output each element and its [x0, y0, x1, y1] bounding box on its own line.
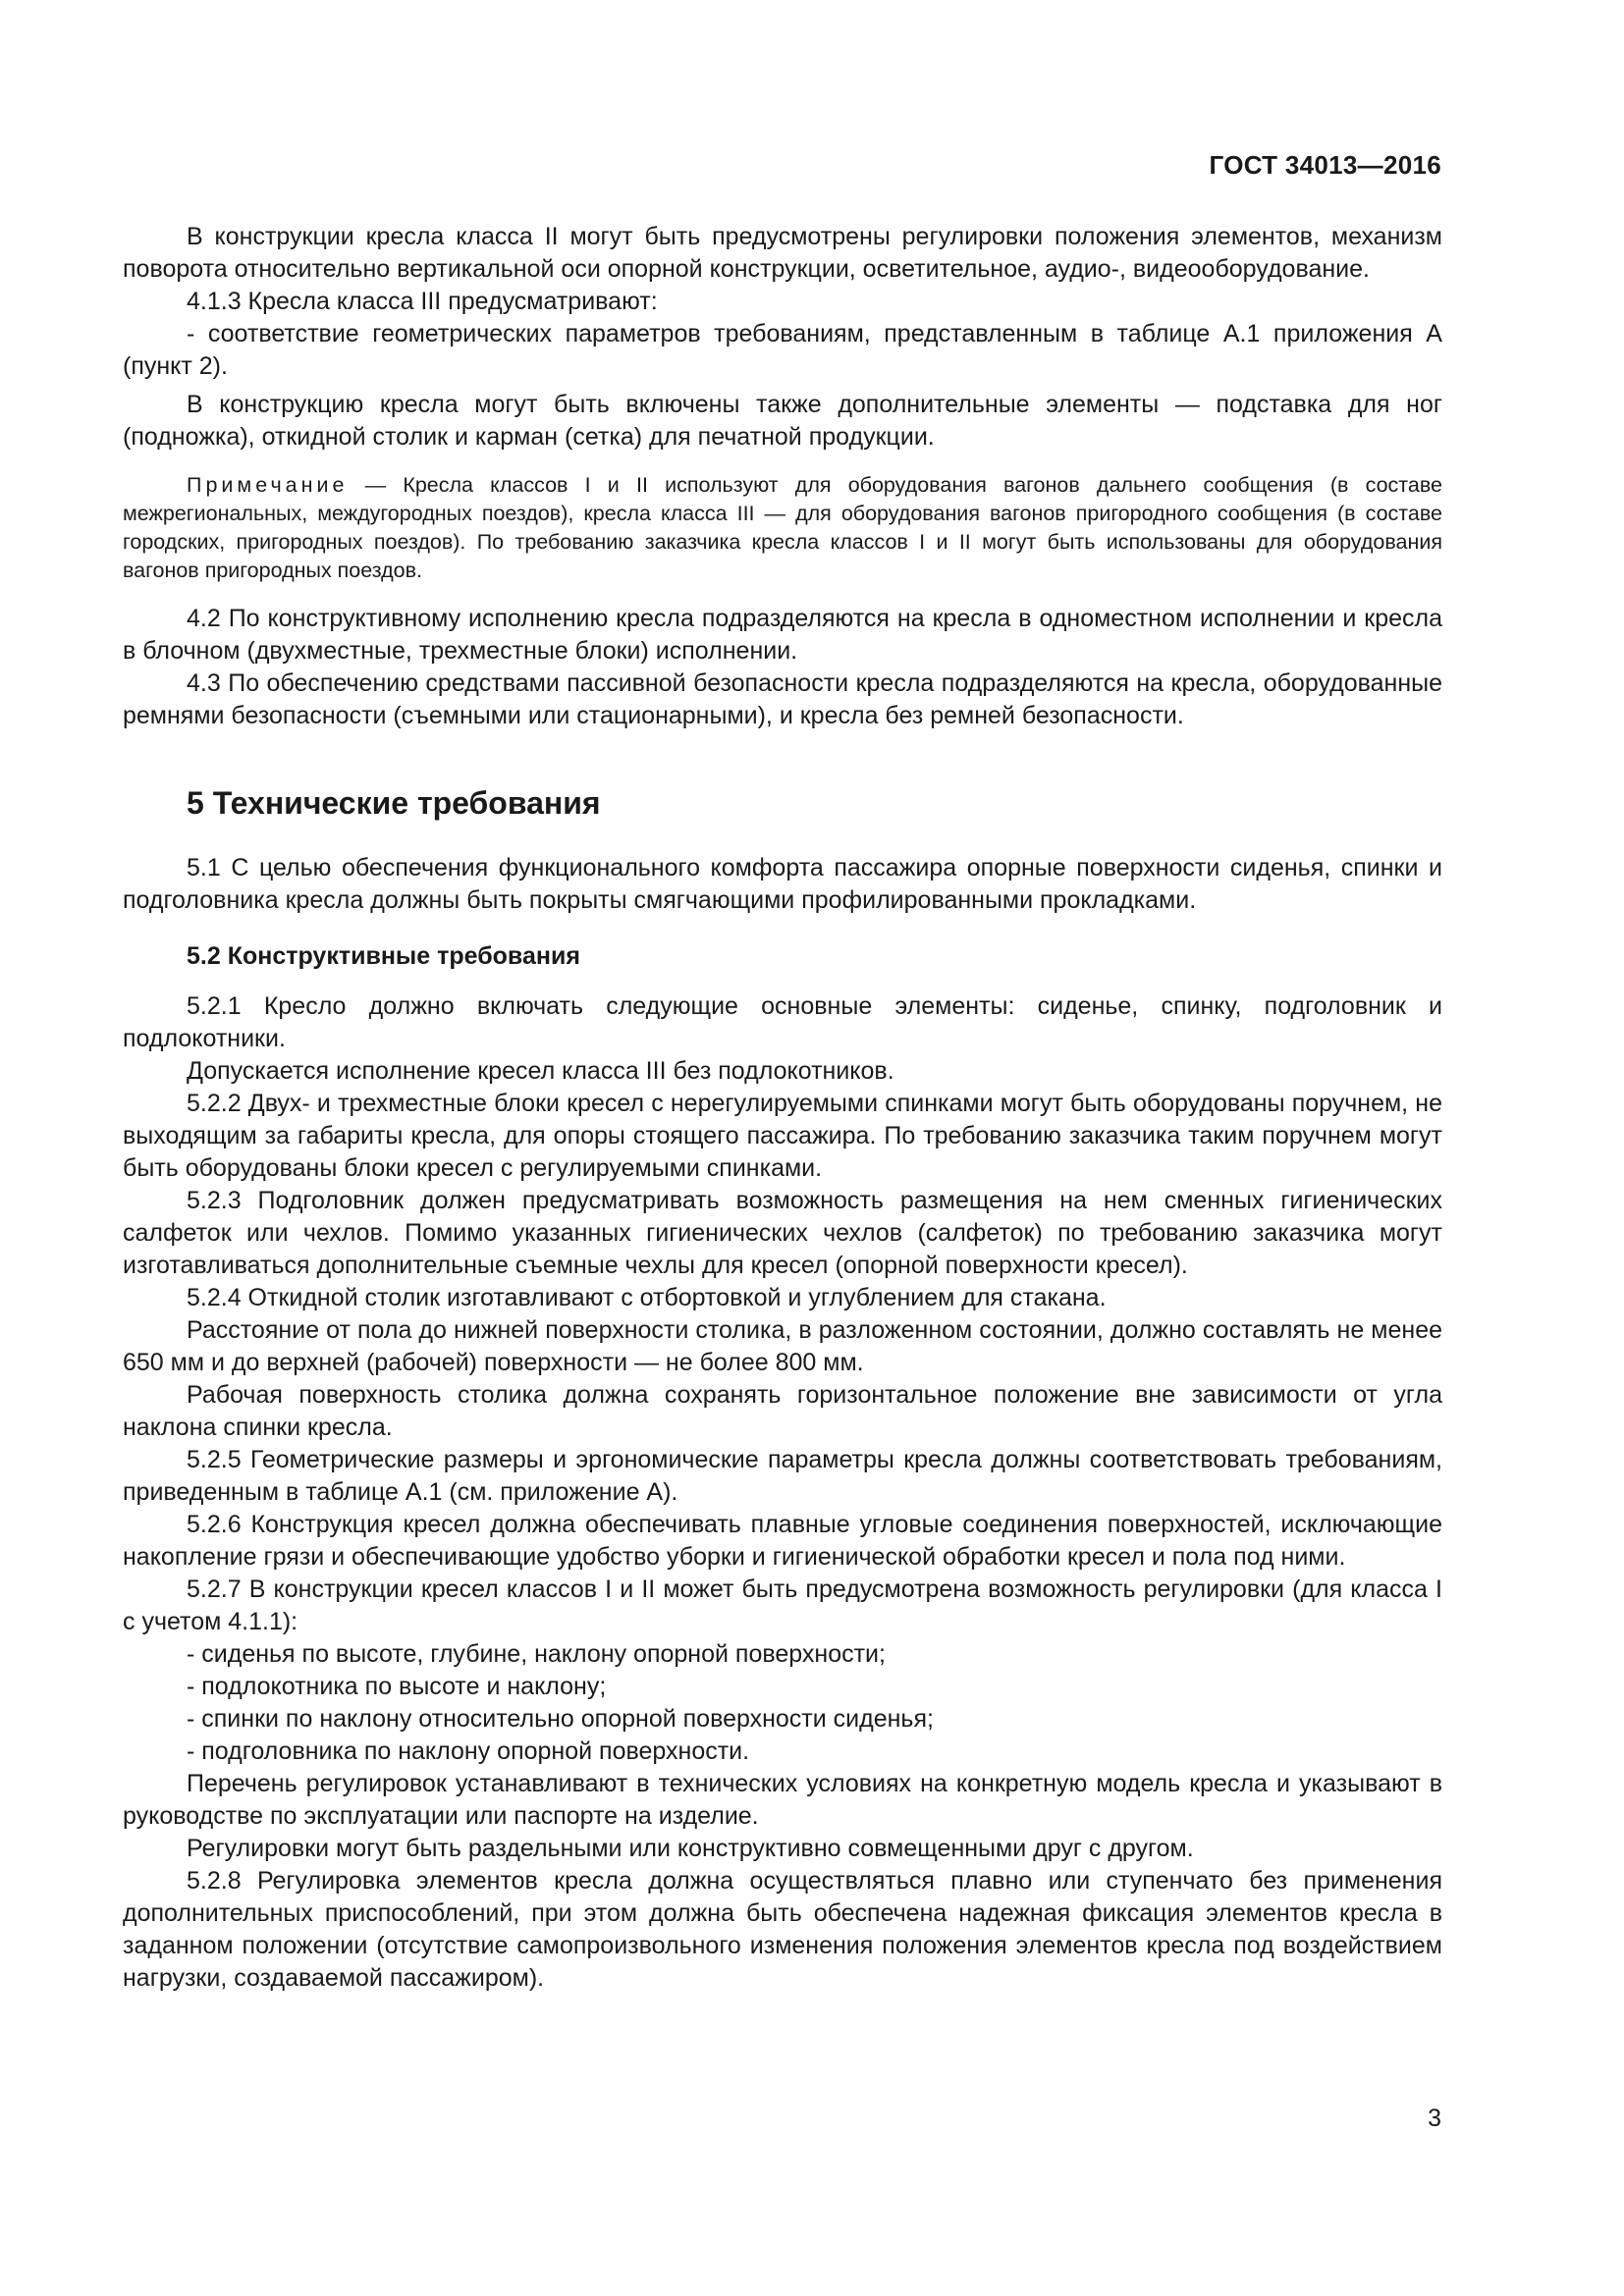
- paragraph: Допускается исполнение кресел класса III без подлокотников.: [187, 1057, 894, 1085]
- paragraph: 4.1.3 Кресла класса III предусматривают:: [187, 288, 658, 315]
- list-item: - спинки по наклону относительно опорной поверхности сиденья;: [187, 1705, 934, 1733]
- note-text: — Кресла классов I и II используют для оборудования вагонов дальнего сообщения (в составе межрегиональных, междугородных поездов), кресла класса III — для оборудования вагонов пригородного сообщения (в составе городских, пригородных поездов). По требованию заказчика кресла классов I и II могут быть использованы для оборудования вагонов пригородных поездов.: [123, 473, 1442, 582]
- paragraph: Рабочая поверхность столика должна сохранять горизонтальное положение вне зависимости от угла наклона спинки кресла.: [123, 1381, 1442, 1441]
- paragraph: 5.2.4 Откидной столик изготавливают с отбортовкой и углублением для стакана.: [187, 1284, 1107, 1311]
- paragraph: 5.2.2 Двух- и трехместные блоки кресел с нерегулируемыми спинками могут быть оборудованы поручнем, не выходящим за габариты кресла, для опоры стоящего пассажира. По требованию заказчика таким поручнем могут быть оборудованы блоки кресел с регулируемыми спинками.: [123, 1090, 1442, 1182]
- paragraph: 5.2.8 Регулировка элементов кресла должна осуществляться плавно или ступенчато без применения дополнительных приспособлений, при этом должна быть обеспечена надежная фиксация элементов кресла в заданном положении (отсутствие самопроизвольного изменения положения элементов кресла под воздействием нагрузки, создаваемой пассажиром).: [123, 1867, 1442, 1992]
- list-item: - подлокотника по высоте и наклону;: [187, 1673, 607, 1700]
- paragraph: Перечень регулировок устанавливают в технических условиях на конкретную модель кресла и указывают в руководстве по эксплуатации или паспорте на изделие.: [123, 1770, 1442, 1830]
- document-code: ГОСТ 34013—2016: [1209, 150, 1441, 180]
- document-body: [123, 221, 1442, 1995]
- paragraph: В конструкцию кресла могут быть включены также дополнительные элементы — подставка для ног (подножка), откидной столик и карман (сетка) для печатной продукции.: [123, 391, 1442, 451]
- paragraph: В конструкции кресла класса II могут быть предусмотрены регулировки положения элементов, механизм поворота относительно вертикальной оси опорной конструкции, осветительное, аудио-, видеооборудование.: [123, 223, 1442, 283]
- paragraph: 5.2.5 Геометрические размеры и эргономические параметры кресла должны соответствовать требованиям, приведенным в таблице А.1 (см. приложение А).: [123, 1446, 1442, 1506]
- paragraph: 5.2.1 Кресло должно включать следующие основные элементы: сиденье, спинку, подголовник и подлокотники.: [123, 992, 1442, 1052]
- paragraph: 5.2.6 Конструкция кресел должна обеспечивать плавные угловые соединения поверхностей, исключающие накопление грязи и обеспечивающие удобство уборки и гигиенической обработки кресел и пола под ними.: [123, 1511, 1442, 1571]
- paragraph: 5.2.7 В конструкции кресел классов I и II может быть предусмотрена возможность регулировки (для класса I с учетом 4.1.1):: [123, 1575, 1442, 1635]
- note: [123, 471, 1442, 585]
- note-label: Примечание: [187, 473, 349, 497]
- section-heading: 5 Технические требования: [187, 785, 601, 821]
- page-number: 3: [1428, 2105, 1441, 2132]
- list-item: - сиденья по высоте, глубине, наклону опорной поверхности;: [187, 1640, 886, 1668]
- paragraph: 5.1 С целью обеспечения функционального комфорта пассажира опорные поверхности сиденья, спинки и подголовника кресла должны быть покрыты смягчающими профилированными прокладками.: [123, 854, 1442, 914]
- paragraph: Регулировки могут быть раздельными или конструктивно совмещенными друг с другом.: [187, 1835, 1194, 1862]
- paragraph: 4.3 По обеспечению средствами пассивной безопасности кресла подразделяются на кресла, оборудованные ремнями безопасности (съемными или стационарными), и кресла без ремней безопасности.: [123, 669, 1442, 729]
- paragraph: 5.2.3 Подголовник должен предусматривать возможность размещения на нем сменных гигиенических салфеток или чехлов. Помимо указанных гигиенических чехлов (салфеток) по требованию заказчика могут изготавливаться дополнительные съемные чехлы для кресел (опорной поверхности кресел).: [123, 1187, 1442, 1279]
- paragraph: 4.2 По конструктивному исполнению кресла подразделяются на кресла в одноместном исполнении и кресла в блочном (двухместные, трехместные блоки) исполнении.: [123, 605, 1442, 665]
- paragraph: - соответствие геометрических параметров требованиям, представленным в таблице А.1 приложения А (пункт 2).: [123, 320, 1442, 380]
- subsection-heading: 5.2 Конструктивные требования: [187, 942, 580, 970]
- paragraph: Расстояние от пола до нижней поверхности столика, в разложенном состоянии, должно составлять не менее 650 мм и до верхней (рабочей) поверхности — не более 800 мм.: [123, 1316, 1442, 1376]
- list-item: - подголовника по наклону опорной поверхности.: [187, 1737, 750, 1765]
